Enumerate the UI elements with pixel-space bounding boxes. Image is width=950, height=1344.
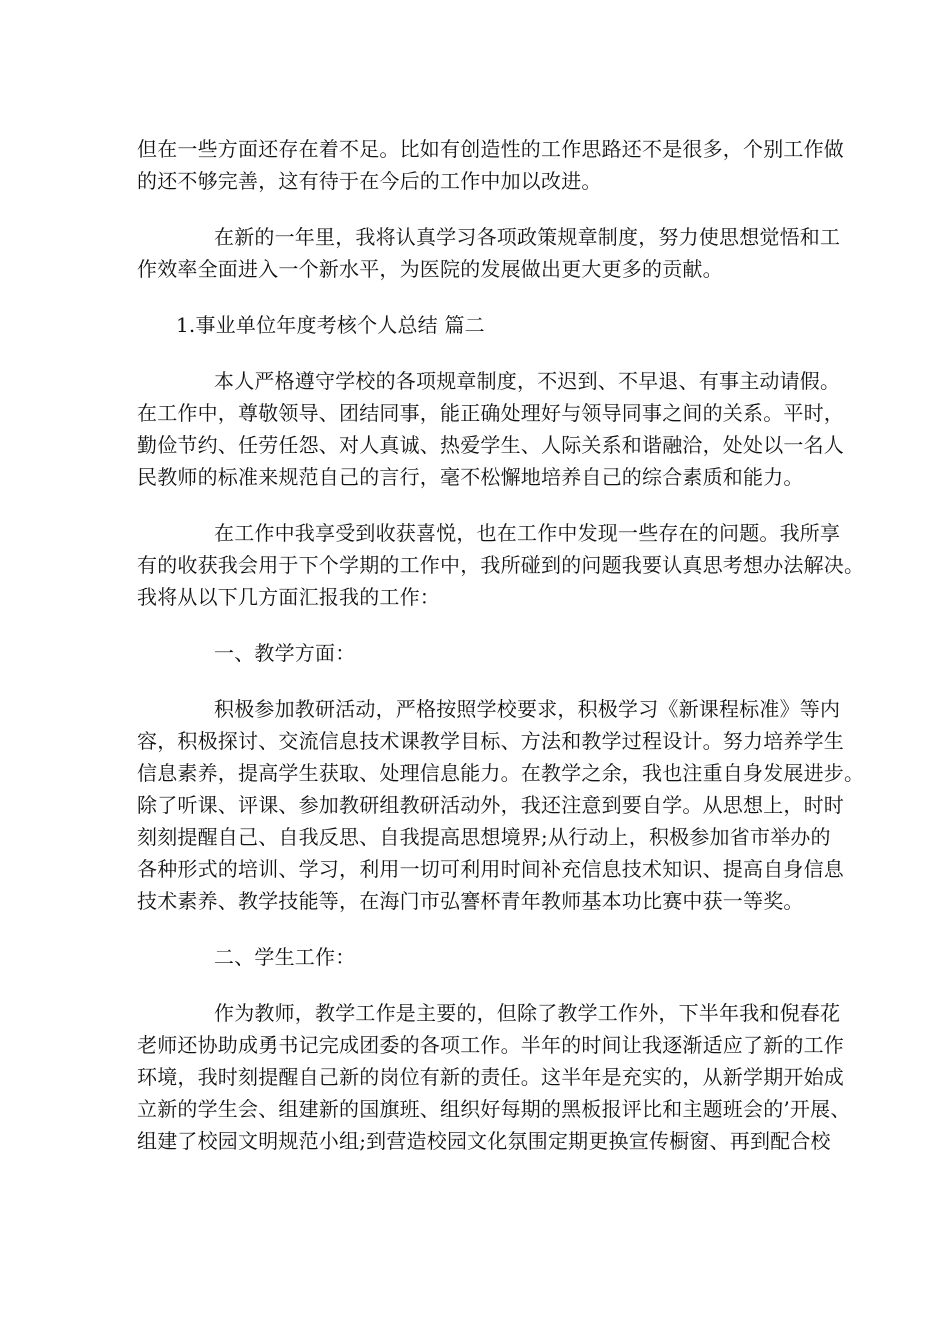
text-line: 容，积极探讨、交流信息技术课教学目标、方法和教学过程设计。努力培养学生: [137, 729, 844, 753]
text-line: 立新的学生会、组建新的国旗班、组织好每期的黑板报评比和主题班会的’开展、: [137, 1097, 851, 1121]
text-line: 积极参加教研活动，严格按照学校要求，积极学习《新课程标准》等内: [214, 697, 841, 721]
text-line: 有的收获我会用于下个学期的工作中，我所碰到的问题我要认真思考想办法解决。: [137, 553, 865, 577]
text-line: 在工作中，尊敬领导、团结同事，能正确处理好与领导同事之间的关系。平时，: [137, 401, 844, 425]
text-line: 各种形式的培训、学习，利用一切可利用时间补充信息技术知识、提高自身信息: [137, 857, 844, 881]
text-line: 刻刻提醒自己、自我反思、自我提高思想境界;从行动上，积极参加省市举办的: [137, 825, 831, 849]
text-line: 但在一些方面还存在着不足。比如有创造性的工作思路还不是很多，个别工作做: [137, 137, 844, 161]
text-line: 技术素养、教学技能等，在海门市弘謇杯青年教师基本功比赛中获一等奖。: [137, 889, 804, 913]
text-line: 在新的一年里，我将认真学习各项政策规章制度，努力使思想觉悟和工: [214, 225, 841, 249]
text-line: 组建了校园文明规范小组;到营造校园文化氛围定期更换宣传橱窗、再到配合校: [137, 1129, 831, 1153]
text-line: 本人严格遵守学校的各项规章制度，不迟到、不早退、有事主动请假。: [214, 369, 841, 393]
section-title: 1.事业单位年度考核个人总结 篇二: [176, 313, 485, 337]
text-line: 勤俭节约、任劳任怨、对人真诚、热爱学生、人际关系和谐融洽，处处以一名人: [137, 433, 844, 457]
text-line: 老师还协助成勇书记完成团委的各项工作。半年的时间让我逐渐适应了新的工作: [137, 1033, 844, 1057]
subheading: 一、教学方面：: [214, 641, 356, 665]
text-line: 我将从以下几方面汇报我的工作：: [137, 585, 440, 609]
text-line: 作为教师，教学工作是主要的，但除了教学工作外，下半年我和倪春花: [214, 1001, 841, 1025]
text-line: 除了听课、评课、参加教研组教研活动外，我还注意到要自学。从思想上，时时: [137, 793, 844, 817]
text-line: 的还不够完善，这有待于在今后的工作中加以改进。: [137, 169, 602, 193]
text-line: 环境，我时刻提醒自己新的岗位有新的责任。这半年是充实的，从新学期开始成: [137, 1065, 844, 1089]
subheading: 二、学生工作：: [214, 945, 356, 969]
text-line: 民教师的标准来规范自己的言行，毫不松懈地培养自己的综合素质和能力。: [137, 465, 804, 489]
text-line: 作效率全面进入一个新水平，为医院的发展做出更大更多的贡献。: [137, 257, 723, 281]
text-line: 信息素养，提高学生获取、处理信息能力。在教学之余，我也注重自身发展进步。: [137, 761, 865, 785]
text-line: 在工作中我享受到收获喜悦，也在工作中发现一些存在的问题。我所享: [214, 521, 841, 545]
